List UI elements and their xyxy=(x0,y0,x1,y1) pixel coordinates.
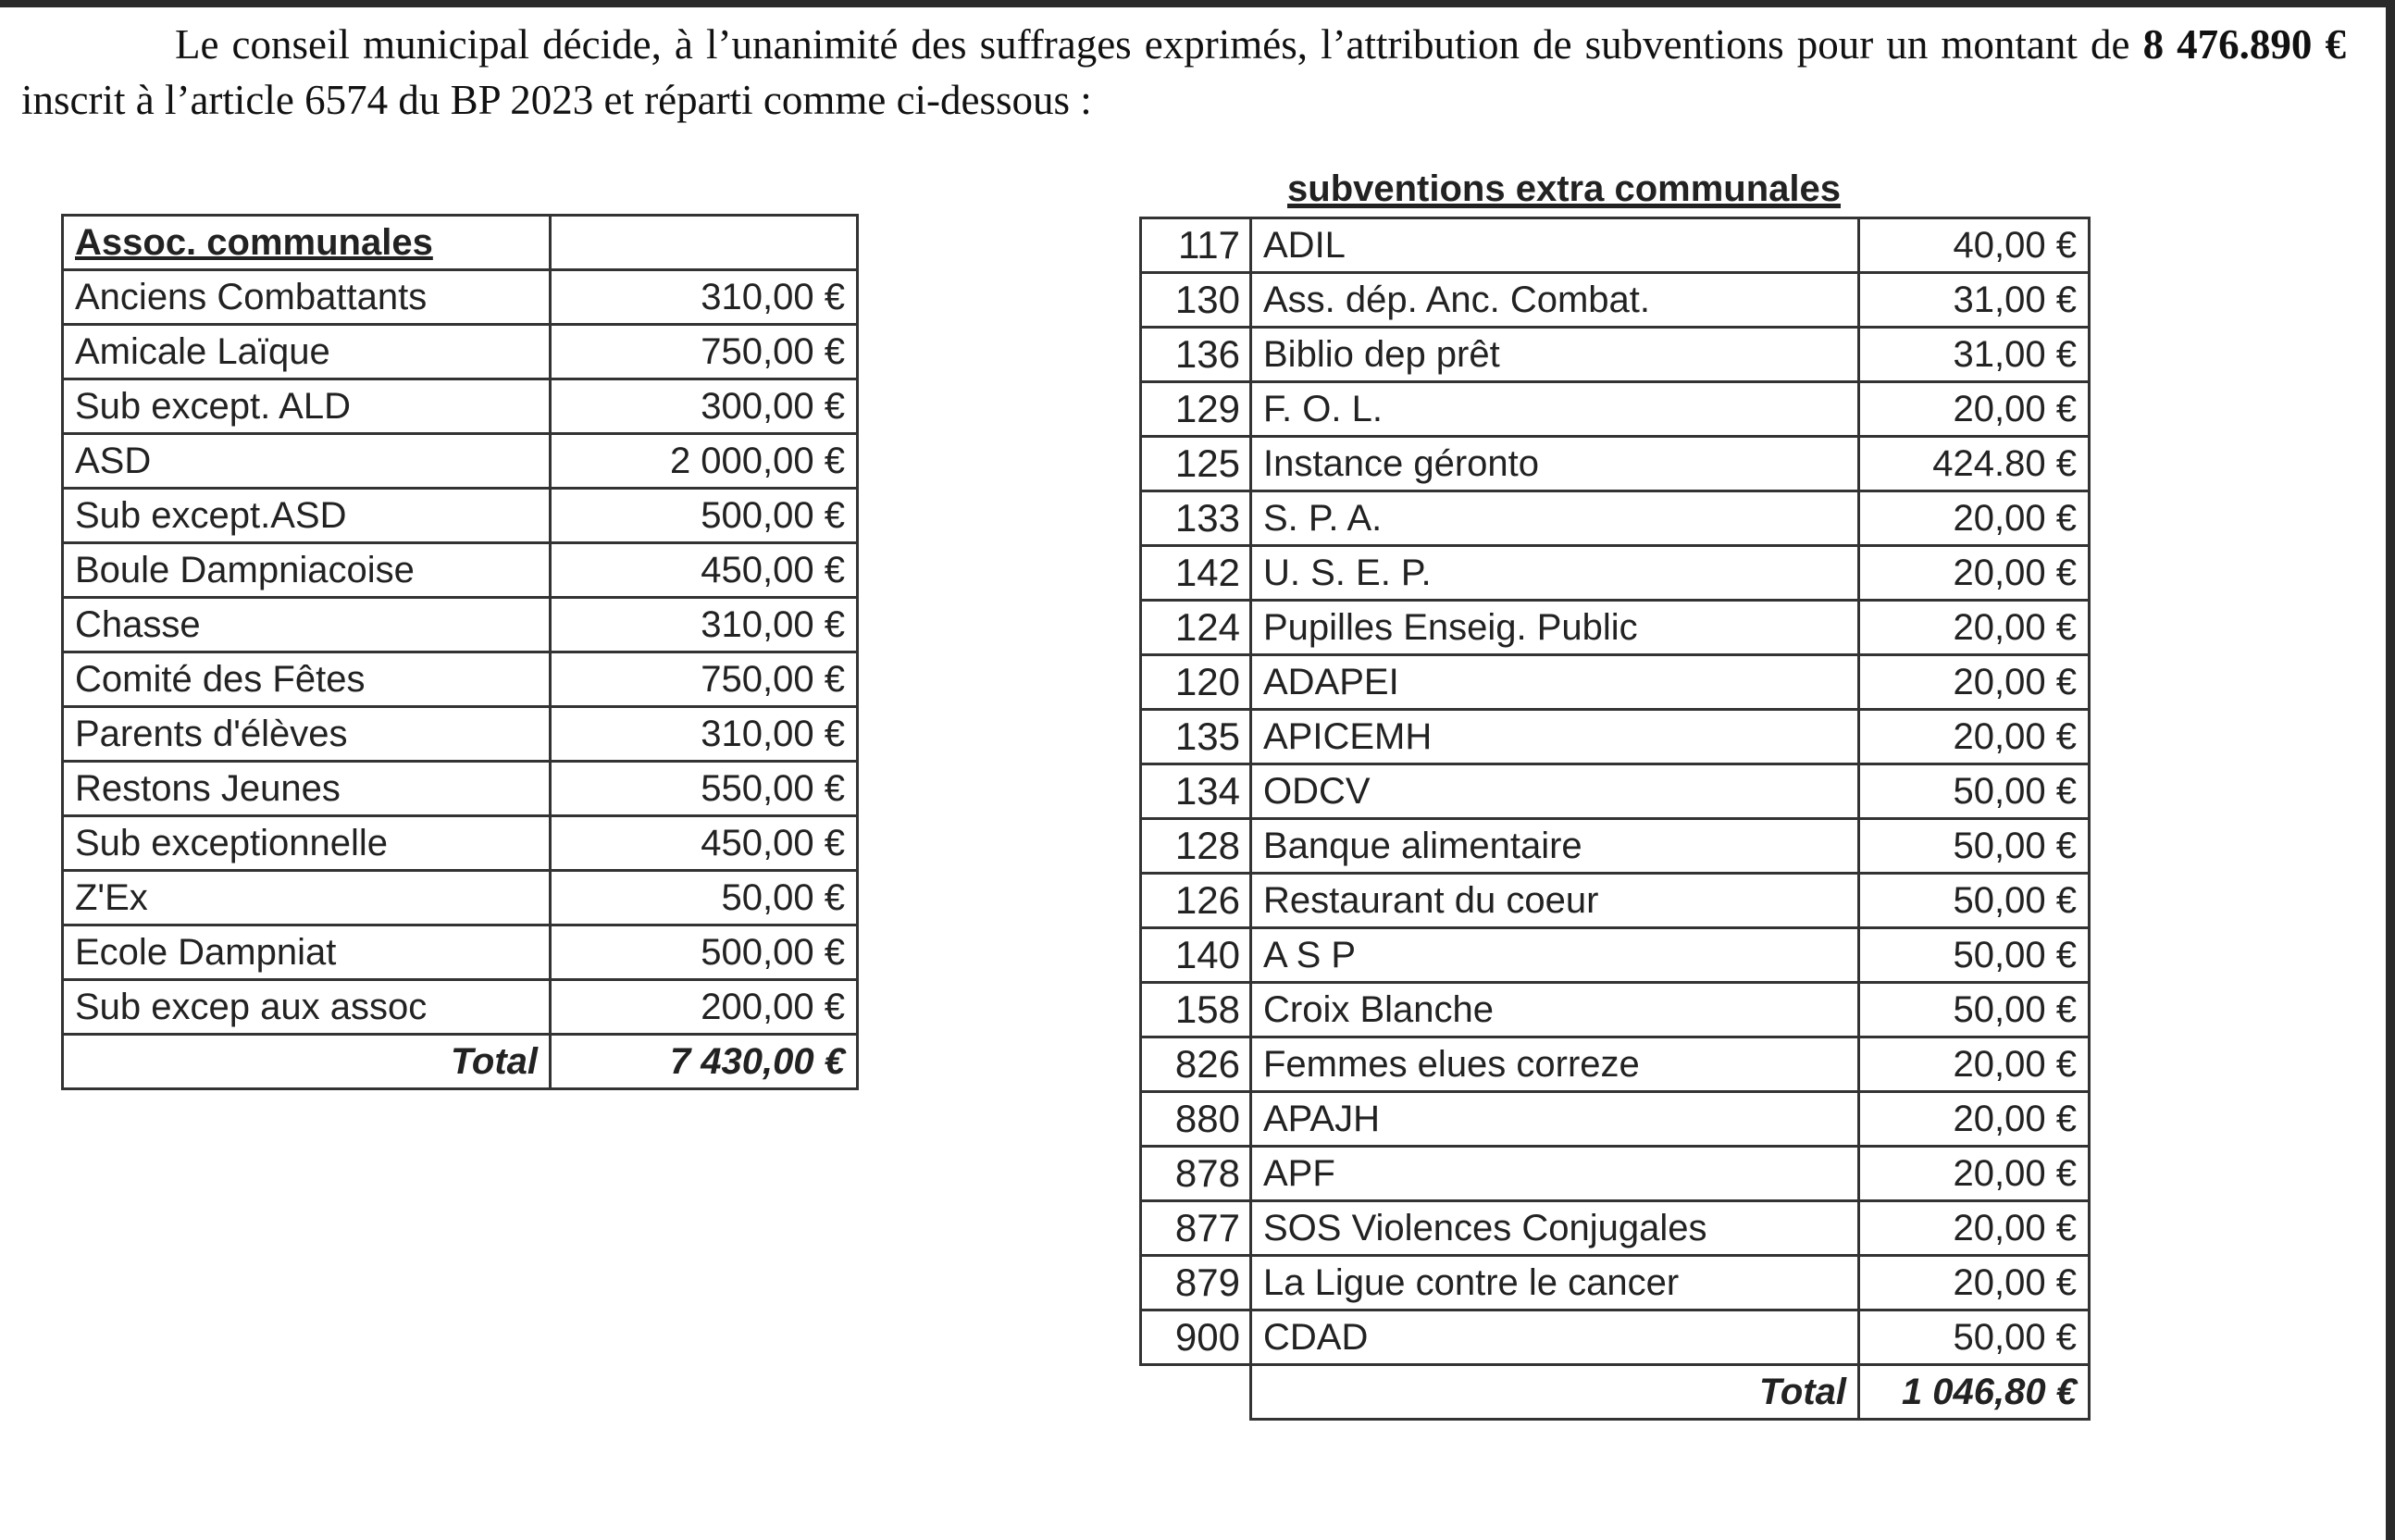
association-name: APF xyxy=(1251,1147,1859,1201)
association-code: 826 xyxy=(1141,1037,1251,1092)
table-row xyxy=(1141,1256,2090,1310)
table-row xyxy=(1141,218,2090,273)
subsidy-amount: 20,00 € xyxy=(1859,382,2090,437)
total-amount: 8 476.890 € xyxy=(2142,21,2347,68)
table-header-row xyxy=(63,216,858,270)
extra-table-title: subventions extra communales xyxy=(1287,168,1841,209)
association-code: 142 xyxy=(1141,546,1251,601)
subsidy-amount: 20,00 € xyxy=(1859,546,2090,601)
table-row xyxy=(63,652,858,707)
subsidy-amount: 750,00 € xyxy=(551,325,858,379)
table-row xyxy=(63,816,858,871)
association-code: 124 xyxy=(1141,601,1251,655)
table-row xyxy=(63,270,858,325)
table-row xyxy=(1141,1310,2090,1365)
subsidy-amount: 424.80 € xyxy=(1859,437,2090,491)
subsidy-amount: 20,00 € xyxy=(1859,1201,2090,1256)
subsidy-amount: 20,00 € xyxy=(1859,1147,2090,1201)
association-code: 880 xyxy=(1141,1092,1251,1147)
association-code: 158 xyxy=(1141,983,1251,1037)
association-name: Amicale Laïque xyxy=(63,325,551,379)
table-row xyxy=(1141,546,2090,601)
table-row xyxy=(63,543,858,598)
subsidy-amount: 550,00 € xyxy=(551,762,858,816)
subsidy-amount: 40,00 € xyxy=(1859,218,2090,273)
table-row xyxy=(63,871,858,925)
blank-cell xyxy=(1141,1365,1251,1420)
association-code: 878 xyxy=(1141,1147,1251,1201)
table-row xyxy=(63,925,858,980)
association-name: A S P xyxy=(1251,928,1859,983)
communal-header: Assoc. communales xyxy=(63,216,551,270)
window-frame-right xyxy=(2386,0,2395,1540)
window-frame-top xyxy=(0,0,2395,7)
subsidy-amount: 20,00 € xyxy=(1859,491,2090,546)
association-code: 134 xyxy=(1141,764,1251,819)
subsidy-amount: 31,00 € xyxy=(1859,273,2090,328)
association-name: Instance géronto xyxy=(1251,437,1859,491)
association-code: 130 xyxy=(1141,273,1251,328)
header-blank-cell xyxy=(551,216,858,270)
table-row xyxy=(1141,819,2090,874)
table-row xyxy=(1141,710,2090,764)
association-name: Banque alimentaire xyxy=(1251,819,1859,874)
association-name: ASD xyxy=(63,434,551,489)
subsidy-amount: 20,00 € xyxy=(1859,1092,2090,1147)
table-row xyxy=(1141,1037,2090,1092)
association-name: APAJH xyxy=(1251,1092,1859,1147)
association-name: Croix Blanche xyxy=(1251,983,1859,1037)
association-name: S. P. A. xyxy=(1251,491,1859,546)
association-code: 133 xyxy=(1141,491,1251,546)
table-row xyxy=(63,762,858,816)
association-name: Biblio dep prêt xyxy=(1251,328,1859,382)
subsidy-amount: 750,00 € xyxy=(551,652,858,707)
subsidy-amount: 310,00 € xyxy=(551,707,858,762)
table-row xyxy=(1141,874,2090,928)
table-row xyxy=(1141,273,2090,328)
association-code: 136 xyxy=(1141,328,1251,382)
association-name: Parents d'élèves xyxy=(63,707,551,762)
table-row xyxy=(1141,764,2090,819)
association-name: F. O. L. xyxy=(1251,382,1859,437)
intro-prefix: de xyxy=(2091,21,2143,68)
subsidy-amount: 500,00 € xyxy=(551,925,858,980)
association-name: Sub exceptionnelle xyxy=(63,816,551,871)
association-name: ADIL xyxy=(1251,218,1859,273)
subsidy-amount: 31,00 € xyxy=(1859,328,2090,382)
subsidy-amount: 500,00 € xyxy=(551,489,858,543)
subsidy-amount: 50,00 € xyxy=(551,871,858,925)
association-name: CDAD xyxy=(1251,1310,1859,1365)
association-name: Sub except. ALD xyxy=(63,379,551,434)
total-row xyxy=(1141,1365,2090,1420)
subsidy-amount: 50,00 € xyxy=(1859,928,2090,983)
association-code: 135 xyxy=(1141,710,1251,764)
total-amount: 7 430,00 € xyxy=(551,1035,858,1089)
total-row xyxy=(63,1035,858,1089)
association-name: Boule Dampniacoise xyxy=(63,543,551,598)
table-row xyxy=(1141,382,2090,437)
table-row xyxy=(1141,655,2090,710)
association-code: 125 xyxy=(1141,437,1251,491)
table-row xyxy=(63,489,858,543)
total-label: Total xyxy=(63,1035,551,1089)
subsidy-amount: 50,00 € xyxy=(1859,1310,2090,1365)
association-name: Comité des Fêtes xyxy=(63,652,551,707)
extra-communal-subsidies-table xyxy=(1139,217,2091,1421)
table-row xyxy=(1141,437,2090,491)
table-row xyxy=(1141,1092,2090,1147)
subsidy-amount: 20,00 € xyxy=(1859,710,2090,764)
table-row xyxy=(63,598,858,652)
intro-paragraph xyxy=(21,17,2346,128)
association-name: Restons Jeunes xyxy=(63,762,551,816)
subsidy-amount: 300,00 € xyxy=(551,379,858,434)
association-code: 879 xyxy=(1141,1256,1251,1310)
subsidy-amount: 20,00 € xyxy=(1859,1256,2090,1310)
association-code: 120 xyxy=(1141,655,1251,710)
subsidy-amount: 20,00 € xyxy=(1859,655,2090,710)
table-row xyxy=(1141,491,2090,546)
table-row xyxy=(1141,601,2090,655)
association-name: U. S. E. P. xyxy=(1251,546,1859,601)
subsidy-amount: 20,00 € xyxy=(1859,601,2090,655)
intro-line-2: inscrit à l’article 6574 du BP 2023 et réparti comme ci-dessous : xyxy=(21,77,1092,123)
association-name: ADAPEI xyxy=(1251,655,1859,710)
association-code: 126 xyxy=(1141,874,1251,928)
table-row xyxy=(63,325,858,379)
association-name: Restaurant du coeur xyxy=(1251,874,1859,928)
association-name: Sub excep aux assoc xyxy=(63,980,551,1035)
subsidy-amount: 450,00 € xyxy=(551,543,858,598)
subsidy-amount: 50,00 € xyxy=(1859,819,2090,874)
association-name: SOS Violences Conjugales xyxy=(1251,1201,1859,1256)
association-name: Ass. dép. Anc. Combat. xyxy=(1251,273,1859,328)
table-row xyxy=(63,980,858,1035)
subsidy-amount: 310,00 € xyxy=(551,598,858,652)
table-row xyxy=(1141,1201,2090,1256)
association-code: 140 xyxy=(1141,928,1251,983)
total-amount: 1 046,80 € xyxy=(1859,1365,2090,1420)
association-code: 129 xyxy=(1141,382,1251,437)
association-name: Ecole Dampniat xyxy=(63,925,551,980)
association-name: APICEMH xyxy=(1251,710,1859,764)
table-row xyxy=(63,434,858,489)
subsidy-amount: 200,00 € xyxy=(551,980,858,1035)
association-name: Anciens Combattants xyxy=(63,270,551,325)
association-code: 900 xyxy=(1141,1310,1251,1365)
total-label: Total xyxy=(1251,1365,1859,1420)
subsidy-amount: 310,00 € xyxy=(551,270,858,325)
subsidy-amount: 450,00 € xyxy=(551,816,858,871)
subsidy-amount: 50,00 € xyxy=(1859,874,2090,928)
association-name: ODCV xyxy=(1251,764,1859,819)
association-name: Chasse xyxy=(63,598,551,652)
communal-subsidies-table xyxy=(61,214,859,1090)
subsidy-amount: 20,00 € xyxy=(1859,1037,2090,1092)
table-row xyxy=(1141,328,2090,382)
table-row xyxy=(63,707,858,762)
association-code: 117 xyxy=(1141,218,1251,273)
subsidy-amount: 2 000,00 € xyxy=(551,434,858,489)
association-name: Sub except.ASD xyxy=(63,489,551,543)
table-row xyxy=(1141,983,2090,1037)
table-row xyxy=(1141,1147,2090,1201)
association-code: 877 xyxy=(1141,1201,1251,1256)
subsidy-amount: 50,00 € xyxy=(1859,983,2090,1037)
intro-line-1: Le conseil municipal décide, à l’unanimité des suffrages exprimés, l’attribution de subventions pour un montant xyxy=(175,21,2078,68)
association-name: Pupilles Enseig. Public xyxy=(1251,601,1859,655)
association-code: 128 xyxy=(1141,819,1251,874)
table-row xyxy=(63,379,858,434)
subsidy-amount: 50,00 € xyxy=(1859,764,2090,819)
association-name: Femmes elues correze xyxy=(1251,1037,1859,1092)
association-name: Z'Ex xyxy=(63,871,551,925)
table-row xyxy=(1141,928,2090,983)
association-name: La Ligue contre le cancer xyxy=(1251,1256,1859,1310)
